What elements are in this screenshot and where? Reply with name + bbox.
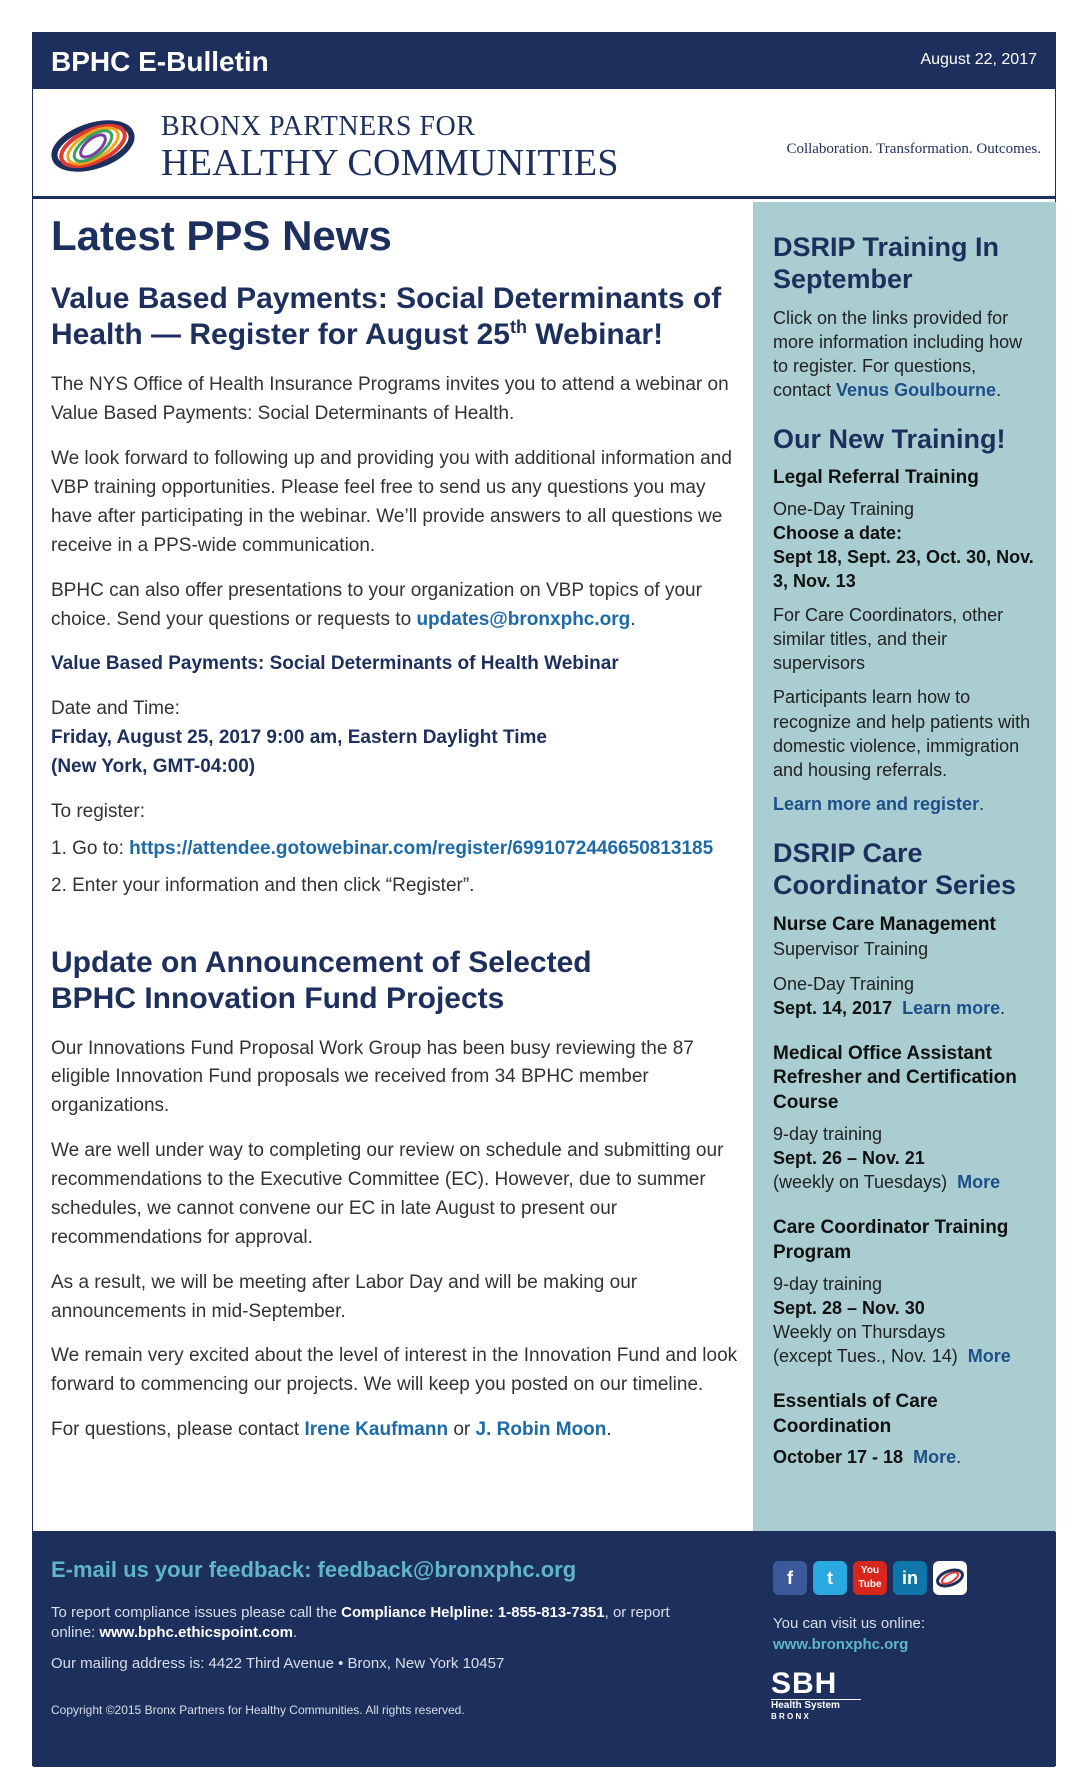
sidebar-title-training: DSRIP Training In September [773, 232, 1000, 294]
course-moa-title: Medical Office Assistant Refresher and Certification Course [773, 1042, 1017, 1114]
course-cctp-title: Care Coordinator Training Program [773, 1217, 1009, 1263]
article2-paragraph: We are well under way to completing our review on schedule and submitting our recommendations to the Executive Committee (EC). However, due to summer schedules, we cannot convene our EC in late August to present our recommendations for approval. [51, 1140, 724, 1248]
webinar-datetime: Date and Time: Friday, August 25, 2017 9:00 am, Eastern Daylight Time (New York, GMT-04:00) [51, 698, 547, 778]
feedback-link[interactable]: E-mail us your feedback: feedback@bronxphc.org [51, 1557, 577, 1582]
sidebar-title-new-training: Our New Training! [773, 424, 1006, 455]
article1-paragraph: BPHC can also offer presentations to your organization on VBP topics of your choice. Send your questions or requests to updates@bronxphc.org. [51, 579, 702, 630]
legal-referral-description: Participants learn how to recognize and help patients with domestic violence, immigration and housing referrals. [773, 687, 1031, 780]
footer [33, 1531, 1055, 1767]
sidebar [753, 202, 1056, 1532]
bphc-icon[interactable] [933, 1561, 967, 1595]
article1-paragraph: The NYS Office of Health Insurance Programs invites you to attend a webinar on Value Based Payments: Social Determinants of Health. [51, 374, 729, 425]
article2-contact: For questions, please contact Irene Kaufmann or J. Robin Moon. [51, 1419, 612, 1441]
contact-irene-link[interactable]: Irene Kaufmann [304, 1419, 449, 1441]
learn-more-register-link[interactable]: Learn more and register [773, 793, 980, 814]
contact-venus-link[interactable]: Venus Goulbourne [836, 380, 997, 401]
nurse-learn-more-link[interactable]: Learn more [902, 997, 1001, 1018]
ethicspoint-link[interactable]: www.bphc.ethicspoint.com [99, 1624, 293, 1642]
bulletin-frame [32, 32, 1056, 1766]
article2-title: Update on Announcement of Selected BPHC Innovation Fund Projects [51, 945, 592, 1015]
course-essentials-title: Essentials of Care Coordination [773, 1390, 938, 1437]
article2-paragraph: Our Innovations Fund Proposal Work Group has been busy reviewing the 87 eligible Innovation Fund proposals we received from 34 BPHC member organizations. [51, 1037, 694, 1117]
top-bar [33, 33, 1055, 89]
sidebar-training-text: Click on the links provided for more information including how to register. For questions, contact Venus Goulbourne. [773, 307, 1023, 401]
course-moa-dates: 9-day training Sept. 26 – Nov. 21 (weekly on Tuesdays) More [773, 1123, 1001, 1193]
sidebar-title-care-coordinator: DSRIP Care Coordinator Series [773, 838, 1017, 900]
facebook-icon[interactable]: f [773, 1561, 807, 1595]
legal-referral-dates: One-Day Training Choose a date: Sept 18, Sept. 23, Oct. 30, Nov. 3, Nov. 13 [773, 498, 1034, 592]
contact-robin-link[interactable]: J. Robin Moon [475, 1419, 607, 1441]
cctp-more-link[interactable]: More [967, 1345, 1011, 1366]
bulletin-date: August 22, 2017 [920, 51, 1037, 68]
moa-more-link[interactable]: More [957, 1172, 1001, 1193]
section-heading: Latest PPS News [51, 212, 392, 259]
logo-row [33, 89, 1055, 199]
legal-referral-audience: For Care Coordinators, other similar titles, and their supervisors [773, 605, 1004, 674]
twitter-icon[interactable]: t [813, 1561, 847, 1595]
course-nurse: Nurse Care Management Supervisor Training [773, 913, 996, 960]
social-icons [773, 1561, 973, 1597]
updates-email-link[interactable]: updates@bronxphc.org [416, 608, 631, 630]
course-cctp-dates: 9-day training Sept. 28 – Nov. 30 Weekly on Thursdays (except Tues., Nov. 14) More [773, 1273, 1011, 1366]
logo-text-line2: HEALTHY COMMUNITIES [161, 142, 619, 184]
linkedin-icon[interactable]: in [893, 1561, 927, 1595]
mailing-address: Our mailing address is: 4422 Third Avenue • Bronx, New York 10457 [51, 1655, 505, 1672]
visit-online: You can visit us online: www.bronxphc.org [773, 1615, 926, 1653]
webinar-register-link[interactable]: https://attendee.gotowebinar.com/register/6991072446650813185 [129, 837, 714, 859]
logo-text-line1: BRONX PARTNERS FOR [161, 111, 476, 142]
article1-title: Value Based Payments: Social Determinants of Health — Register for August 25th Webinar! [51, 282, 722, 352]
website-link[interactable]: www.bronxphc.org [773, 1636, 909, 1653]
course-essentials-dates: October 17 - 18 More. [773, 1447, 962, 1468]
article2-paragraph: We remain very excited about the level of interest in the Innovation Fund and look forward to commencing our projects. We will keep you posted on our timeline. [51, 1345, 738, 1396]
article2-paragraph: As a result, we will be meeting after Labor Day and will be making our announcements in mid-September. [51, 1271, 638, 1322]
copyright: Copyright ©2015 Bronx Partners for Healthy Communities. All rights reserved. [51, 1703, 465, 1717]
legal-referral-link-row: Learn more and register. [773, 793, 985, 814]
essentials-more-link[interactable]: More [913, 1447, 957, 1468]
legal-referral-title: Legal Referral Training [773, 467, 979, 489]
webinar-title: Value Based Payments: Social Determinants of Health Webinar [51, 653, 619, 675]
course-nurse-dates: One-Day Training Sept. 14, 2017 Learn more. [773, 973, 1006, 1018]
bulletin-title: BPHC E-Bulletin [51, 46, 269, 77]
register-step2: 2. Enter your information and then click “Register”. [51, 874, 475, 896]
tagline: Collaboration. Transformation. Outcomes. [786, 141, 1041, 157]
bphc-logo-icon [47, 117, 139, 175]
compliance-text: To report compliance issues please call the Compliance Helpline: 1-855-813-7351, or report online: www.bphc.ethicspoint.com. [51, 1604, 670, 1642]
article1-paragraph: We look forward to following up and providing you with additional information and VBP training opportunities. Please feel free to send us any questions you may have after participating in the webinar. We’ll provide answers to all questions we receive in a PPS-wide communication. [51, 448, 732, 556]
register-step1: 1. Go to: https://attendee.gotowebinar.com/register/6991072446650813185 [51, 837, 714, 859]
main-content [51, 211, 751, 1461]
sbh-logo: SBH Health System B R O N X [771, 1669, 861, 1722]
register-label: To register: [51, 800, 145, 822]
youtube-icon[interactable]: You Tube [853, 1561, 887, 1595]
